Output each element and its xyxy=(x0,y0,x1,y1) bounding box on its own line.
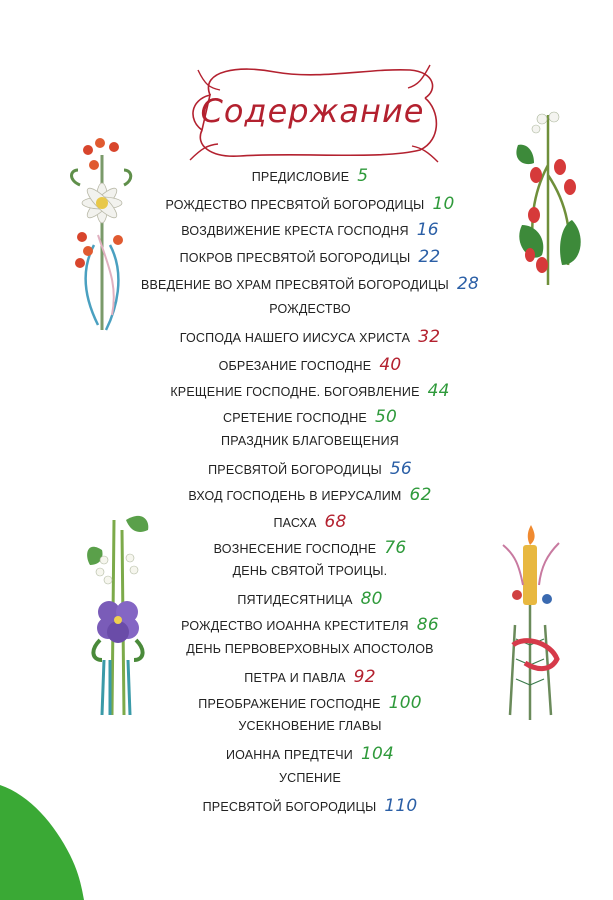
toc-entry-title: ПОКРОВ ПРЕСВЯТОЙ БОГОРОДИЦЫ xyxy=(179,251,411,265)
toc-entry[interactable] xyxy=(140,302,480,316)
toc-entry[interactable] xyxy=(140,485,480,505)
toc-entry[interactable] xyxy=(140,381,480,401)
toc-entry-title: ПАСХА xyxy=(273,516,317,530)
toc-entry-title: ДЕНЬ СВЯТОЙ ТРОИЦЫ. xyxy=(232,564,388,578)
toc-entry[interactable] xyxy=(140,796,480,816)
toc-entry-title: КРЕЩЕНИЕ ГОСПОДНЕ. БОГОЯВЛЕНИЕ xyxy=(170,385,420,399)
toc-entry[interactable] xyxy=(140,407,480,427)
toc-entry-title: РОЖДЕСТВО xyxy=(269,302,351,316)
green-corner-decoration xyxy=(0,770,90,900)
toc-page-number: 10 xyxy=(432,194,455,214)
toc-entry[interactable] xyxy=(140,719,480,733)
toc-entry[interactable] xyxy=(140,615,480,635)
toc-entry[interactable] xyxy=(140,771,480,785)
toc-entry-title: ВВЕДЕНИЕ ВО ХРАМ ПРЕСВЯТОЙ БОГОРОДИЦЫ xyxy=(140,278,449,292)
toc-entry-title: ВХОД ГОСПОДЕНЬ В ИЕРУСАЛИМ xyxy=(188,489,402,503)
toc-entry[interactable] xyxy=(140,512,480,532)
toc-entry[interactable] xyxy=(140,274,480,294)
toc-page-number: 44 xyxy=(427,381,450,401)
toc-entry[interactable] xyxy=(140,642,480,656)
toc-page-number: 68 xyxy=(324,512,347,532)
toc-entry-title: ПЯТИДЕСЯТНИЦА xyxy=(237,593,353,607)
toc-entry-title: ПЕТРА И ПАВЛА xyxy=(244,671,346,685)
toc-page-number: 104 xyxy=(361,744,395,764)
toc-entry-title: СРЕТЕНИЕ ГОСПОДНЕ xyxy=(222,411,367,425)
toc-entry[interactable] xyxy=(140,538,480,558)
toc-entry-title: УСПЕНИЕ xyxy=(278,771,342,785)
toc-entry-title: ПРЕДИСЛОВИЕ xyxy=(251,170,350,184)
lily-pansy-bouquet-icon xyxy=(82,510,154,720)
toc-page-number: 86 xyxy=(416,615,439,635)
toc-entry[interactable] xyxy=(140,327,480,347)
toc-entry[interactable] xyxy=(140,194,480,214)
toc-entry[interactable] xyxy=(140,166,480,186)
toc-entry-title: ПРЕСВЯТОЙ БОГОРОДИЦЫ xyxy=(208,463,382,477)
pine-candle-bouquet-icon xyxy=(495,525,567,725)
toc-entry[interactable] xyxy=(140,564,480,578)
toc-entry[interactable] xyxy=(140,693,480,713)
toc-entry-title: ВОЗДВИЖЕНИЕ КРЕСТА ГОСПОДНЯ xyxy=(181,224,409,238)
toc-entry[interactable] xyxy=(140,220,480,240)
toc-page-number: 40 xyxy=(379,355,402,375)
toc-page-number: 16 xyxy=(416,220,439,240)
toc-entry[interactable] xyxy=(140,589,480,609)
toc-entry-title: ОБРЕЗАНИЕ ГОСПОДНЕ xyxy=(218,359,372,373)
edelweiss-rowan-bouquet-icon xyxy=(68,125,136,335)
toc-page-number: 28 xyxy=(456,274,479,294)
toc-page-number: 80 xyxy=(360,589,383,609)
toc-entry-title: РОЖДЕСТВО ПРЕСВЯТОЙ БОГОРОДИЦЫ xyxy=(165,198,425,212)
toc-entry[interactable] xyxy=(140,667,480,687)
toc-entry-title: ИОАННА ПРЕДТЕЧИ xyxy=(225,748,353,762)
toc-entry-title: ПРЕСВЯТОЙ БОГОРОДИЦЫ xyxy=(202,800,377,814)
toc-entry-title: ДЕНЬ ПЕРВОВЕРХОВНЫХ АПОСТОЛОВ xyxy=(186,642,434,656)
toc-entry[interactable] xyxy=(140,459,480,479)
toc-page-number: 100 xyxy=(388,693,422,713)
toc-page-number: 92 xyxy=(353,667,376,687)
toc-page-number: 32 xyxy=(418,327,441,347)
toc-entry-title: ПРЕОБРАЖЕНИЕ ГОСПОДНЕ xyxy=(198,697,381,711)
toc-entry-title: ПРАЗДНИК БЛАГОВЕЩЕНИЯ xyxy=(221,434,399,448)
toc-page-number: 62 xyxy=(409,485,432,505)
toc-entry-title: РОЖДЕСТВО ИОАННА КРЕСТИТЕЛЯ xyxy=(181,619,409,633)
toc-page-number: 56 xyxy=(389,459,412,479)
toc-page-number: 110 xyxy=(384,796,418,816)
strawberry-bouquet-icon xyxy=(512,105,588,290)
toc-entry[interactable] xyxy=(140,247,480,267)
page-title: Содержание xyxy=(200,92,425,130)
toc-page-number: 22 xyxy=(418,247,441,267)
toc-entry[interactable] xyxy=(140,744,480,764)
toc-entry[interactable] xyxy=(140,355,480,375)
toc-page-number: 76 xyxy=(384,538,407,558)
toc-entry-title: ВОЗНЕСЕНИЕ ГОСПОДНЕ xyxy=(213,542,377,556)
toc-page-number: 5 xyxy=(357,166,369,186)
toc-entry-title: УСЕКНОВЕНИЕ ГЛАВЫ xyxy=(238,719,382,733)
toc-entry-title: ГОСПОДА НАШЕГО ИИСУСА ХРИСТА xyxy=(179,331,411,345)
toc-page-number: 50 xyxy=(374,407,398,427)
toc-entry[interactable] xyxy=(140,434,480,448)
